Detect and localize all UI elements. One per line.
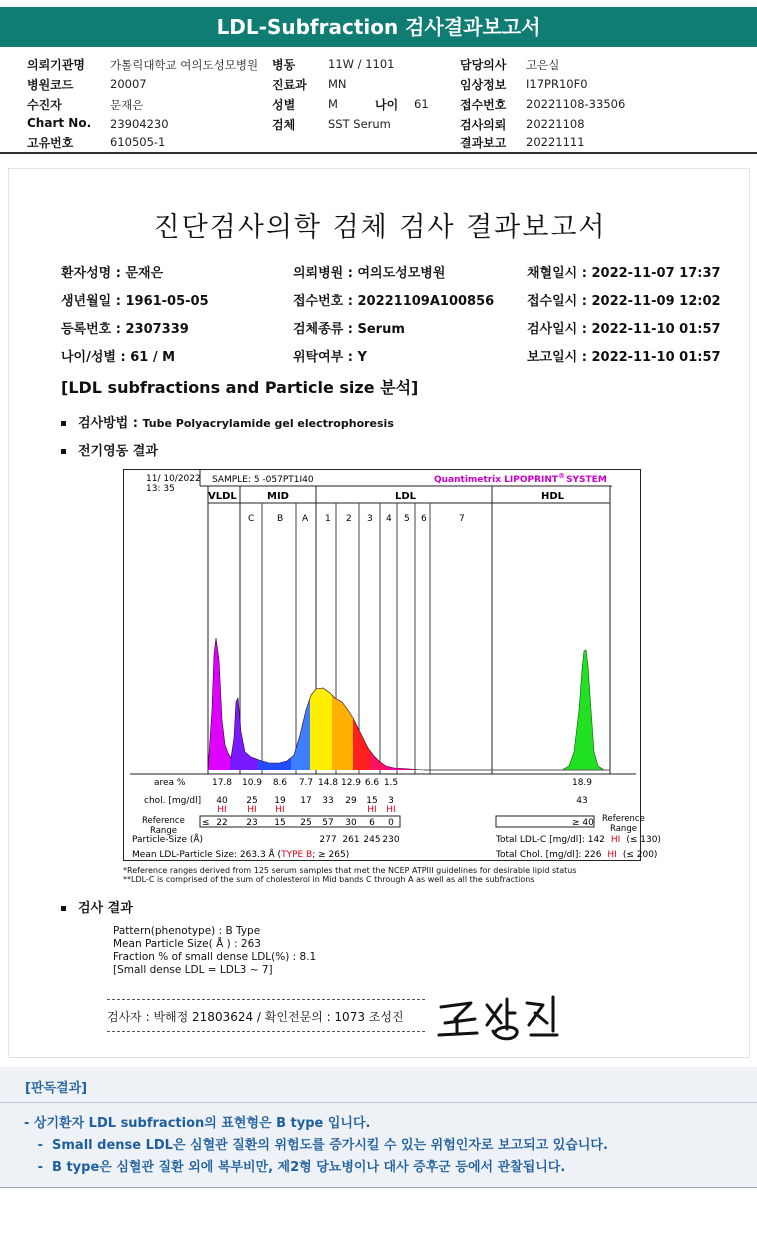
ref-value: 22 (216, 818, 228, 828)
registration-number: 등록번호 : 2307339 (61, 322, 189, 337)
band-label-7: 7 (459, 514, 465, 524)
group-hdl: HDL (541, 491, 565, 502)
total-ldl-ref: (≤ 130) (626, 835, 661, 845)
chol-row-label: chol. [mg/dl] (144, 796, 202, 806)
hi-flag: HI (247, 805, 257, 815)
ref-le: ≤ (202, 818, 210, 828)
footnote-line-2: **LDL-C is comprised of the sum of cholesterol in Mid bands C through A as well as all the subfractions (123, 875, 535, 884)
method-value: Tube Polyacrylamide gel electrophoresis (142, 417, 394, 430)
chart-time: 13: 35 (146, 484, 175, 494)
info-label: 성별 (272, 98, 296, 112)
received-time: 접수일시 : 2022-11-09 12:02 (527, 294, 721, 309)
patient-name: 환자성명 : 문재은 (61, 266, 164, 281)
report-time: 보고일시 : 2022-11-10 01:57 (527, 350, 721, 365)
chol-value-hdl: 43 (576, 796, 588, 806)
info-label: Chart No. (27, 116, 92, 130)
hi-flag: HI (386, 805, 396, 815)
lab-report-scan (8, 168, 750, 1058)
area-value: 1.5 (383, 778, 399, 788)
ref-label-right-1: Reference (602, 814, 645, 824)
info-value: 610505-1 (110, 135, 166, 149)
info-value: 가톨릭대학교 여의도성모병원 (110, 58, 259, 72)
result-label: 검사 결과 (78, 901, 133, 916)
brand-reg: ® (558, 472, 566, 480)
ref-value: 23 (246, 818, 258, 828)
chol-value: 33 (322, 796, 334, 806)
info-label: 의뢰기관명 (27, 58, 85, 72)
group-ldl: LDL (395, 491, 417, 502)
info-value: I17PR10F0 (526, 77, 588, 91)
electrophoresis-heading (61, 440, 158, 459)
hi-flag: HI (275, 805, 285, 815)
ref-value: 15 (274, 818, 286, 828)
report-title: 진단검사의학 검체 검사 결과보고서 (153, 212, 607, 243)
info-label: 나이 (375, 98, 399, 112)
area-row-label: area % (154, 778, 186, 788)
ref-label-1: Reference (142, 816, 185, 826)
result-heading (61, 897, 133, 916)
interpretation-line: - B type은 심혈관 질환 외에 복부비만, 제2형 당뇨병이나 대사 증후군 등에서 관찰됩니다. (24, 1160, 566, 1175)
band-label-b: B (277, 514, 284, 524)
info-value: 11W / 1101 (328, 57, 395, 71)
mean-type: TYPE B (281, 850, 313, 860)
requesting-hospital: 의뢰병원 : 여의도성모병원 (293, 266, 446, 281)
info-label: 임상정보 (460, 78, 507, 92)
brand-name: Quantimetrix LIPOPRINT (434, 475, 559, 485)
band-labels (248, 514, 465, 524)
result-summary (113, 925, 316, 977)
request-info-block (0, 52, 757, 152)
interpretation-title: [판독결과] (25, 1081, 88, 1096)
table-values (212, 778, 592, 815)
age-sex: 나이/성별 : 61 / M (61, 350, 176, 365)
info-value: 20007 (110, 77, 147, 91)
band-label-a: A (302, 514, 309, 524)
mean-label: Mean LDL-Particle Size: 263.3 Å ( (132, 850, 282, 860)
total-chol-hi: HI (607, 850, 617, 860)
total-chol (495, 850, 657, 860)
info-value: 고은실 (526, 58, 560, 72)
info-label: 수진자 (27, 98, 62, 112)
lipoprint-chart (123, 469, 661, 861)
info-label: 검사의뢰 (460, 118, 507, 132)
bullet-icon (61, 421, 66, 426)
chart-sample: SAMPLE: 5 -057PT1I40 (212, 475, 314, 485)
particle-size-value: 277 (319, 835, 337, 845)
particle-size-label: Particle-Size (Å) (132, 835, 204, 845)
info-value: 문재은 (110, 98, 144, 112)
interpretation-body (24, 1113, 608, 1179)
info-value: 20221108 (526, 117, 585, 131)
info-value: 20221108-33506 (526, 97, 626, 111)
chol-value: 19 (274, 796, 286, 806)
band-label-5: 5 (404, 514, 410, 524)
area-value-hdl: 18.9 (571, 778, 593, 788)
method-line (61, 412, 394, 431)
ref-value: 0 (388, 818, 394, 828)
area-value: 8.6 (272, 778, 288, 788)
signer-divider-top (107, 999, 425, 1000)
hi-flag: HI (367, 805, 377, 815)
group-mid: MID (267, 491, 289, 502)
band-label-3: 3 (367, 514, 373, 524)
chol-value: 40 (216, 796, 228, 806)
info-value: MN (328, 77, 347, 91)
area-value: 12.9 (340, 778, 362, 788)
chol-value: 17 (300, 796, 312, 806)
ref-label-2: Range (150, 826, 177, 836)
handwritten-signature (435, 989, 585, 1045)
info-label: 병동 (272, 58, 296, 72)
result-fraction: Fraction % of small dense LDL(%) : 8.1 (113, 951, 317, 963)
band-label-1: 1 (325, 514, 331, 524)
particle-values (319, 835, 399, 845)
particle-size-value: 230 (382, 835, 400, 845)
info-value: 23904230 (110, 117, 169, 131)
bullet-icon (61, 449, 66, 454)
chart-footnote (123, 866, 577, 884)
chol-value: 29 (345, 796, 357, 806)
specimen-type: 검체종류 : Serum (293, 322, 405, 337)
interpretation-header (0, 1067, 757, 1103)
total-chol-ref: (≤ 200) (622, 850, 658, 860)
info-divider (0, 152, 757, 154)
band-label-4: 4 (386, 514, 392, 524)
ref-value: 30 (345, 818, 357, 828)
chart-brand (434, 472, 607, 485)
total-ldl-hi: HI (610, 835, 621, 845)
info-label: 검체 (272, 118, 296, 132)
particle-size-value: 245 (363, 835, 381, 845)
footnote-line-1: *Reference ranges derived from 125 serum samples that met the NCEP ATPIII guidelines for desirable lipid status (123, 866, 577, 875)
chol-value: 15 (366, 796, 378, 806)
info-label: 진료과 (272, 78, 307, 92)
signer-line: 검사자 : 박해정 21803624 / 확인전문의 : 1073 조성진 (107, 1010, 404, 1024)
info-label: 고유번호 (27, 136, 74, 150)
band-label-6: 6 (421, 514, 427, 524)
section-title: [LDL subfractions and Particle size 분석] (61, 378, 419, 397)
ref-value: 6 (369, 818, 375, 828)
interpretation-bottom-border (0, 1187, 757, 1188)
info-value: SST Serum (328, 117, 391, 131)
birth-date: 생년월일 : 1961-05-05 (61, 294, 209, 309)
info-value: 61 (414, 97, 429, 111)
total-chol-label: Total Chol. [mg/dl]: 226 (496, 850, 602, 860)
total-ldl-label: Total LDL-C [mg/dl]: 142 (496, 835, 605, 845)
band-label-2: 2 (346, 514, 352, 524)
peak-hdl (562, 650, 604, 770)
bullet-icon (61, 906, 66, 911)
interpretation-line: - Small dense LDL은 심혈관 질환의 위험도를 증가시킬 수 있는 위험인자로 보고되고 있습니다. (24, 1138, 608, 1153)
accession-number: 접수번호 : 20221109A100856 (293, 294, 495, 309)
info-label: 결과보고 (460, 136, 507, 150)
lipoprint-svg (124, 470, 661, 862)
chol-value: 25 (246, 796, 258, 806)
info-label: 담당의사 (460, 58, 507, 72)
area-value: 17.8 (211, 778, 233, 788)
total-ldl-c (495, 835, 661, 845)
chart-date: 11/ 10/2022 (146, 474, 201, 484)
group-vldl: VLDL (208, 491, 237, 502)
result-definition: [Small dense LDL = LDL3 ~ 7] (113, 964, 273, 976)
hi-flag: HI (217, 805, 227, 815)
signer-divider-bottom (107, 1031, 425, 1032)
mean-ref: ; ≥ 265) (312, 850, 350, 860)
particle-size-value: 261 (342, 835, 360, 845)
collection-time: 채혈일시 : 2022-11-07 17:37 (527, 266, 721, 281)
area-value: 7.7 (298, 778, 314, 788)
result-pattern: Pattern(phenotype) : B Type (113, 925, 261, 937)
ref-value: 25 (300, 818, 312, 828)
brand-system: SYSTEM (566, 475, 607, 485)
ref-value: 57 (322, 818, 334, 828)
report-header-title: LDL-Subfraction 검사결과보고서 (0, 7, 757, 47)
ref-label-right-2: Range (610, 824, 637, 834)
area-value: 6.6 (364, 778, 380, 788)
info-label: 접수번호 (460, 98, 507, 112)
interpretation-panel (0, 1067, 757, 1187)
ref-hdl-value: ≥ 40 (572, 818, 594, 828)
info-label: 병원코드 (27, 78, 74, 92)
chol-value: 3 (388, 796, 394, 806)
area-value: 14.8 (317, 778, 339, 788)
outsourced-flag: 위탁여부 : Y (293, 350, 367, 365)
mean-particle-size (132, 848, 349, 860)
info-value: 20221111 (526, 135, 585, 149)
interpretation-line: - 상기환자 LDL subfraction의 표현형은 B type 입니다. (24, 1116, 371, 1131)
method-label: 검사방법 : (78, 416, 138, 431)
test-time: 검사일시 : 2022-11-10 01:57 (527, 322, 721, 337)
info-value: M (328, 97, 338, 111)
densitometry-peaks (208, 638, 610, 770)
result-mean-size: Mean Particle Size( Å ) : 263 (113, 938, 261, 950)
electrophoresis-label: 전기영동 결과 (78, 444, 158, 459)
band-label-c: C (248, 514, 255, 524)
area-value: 10.9 (241, 778, 263, 788)
